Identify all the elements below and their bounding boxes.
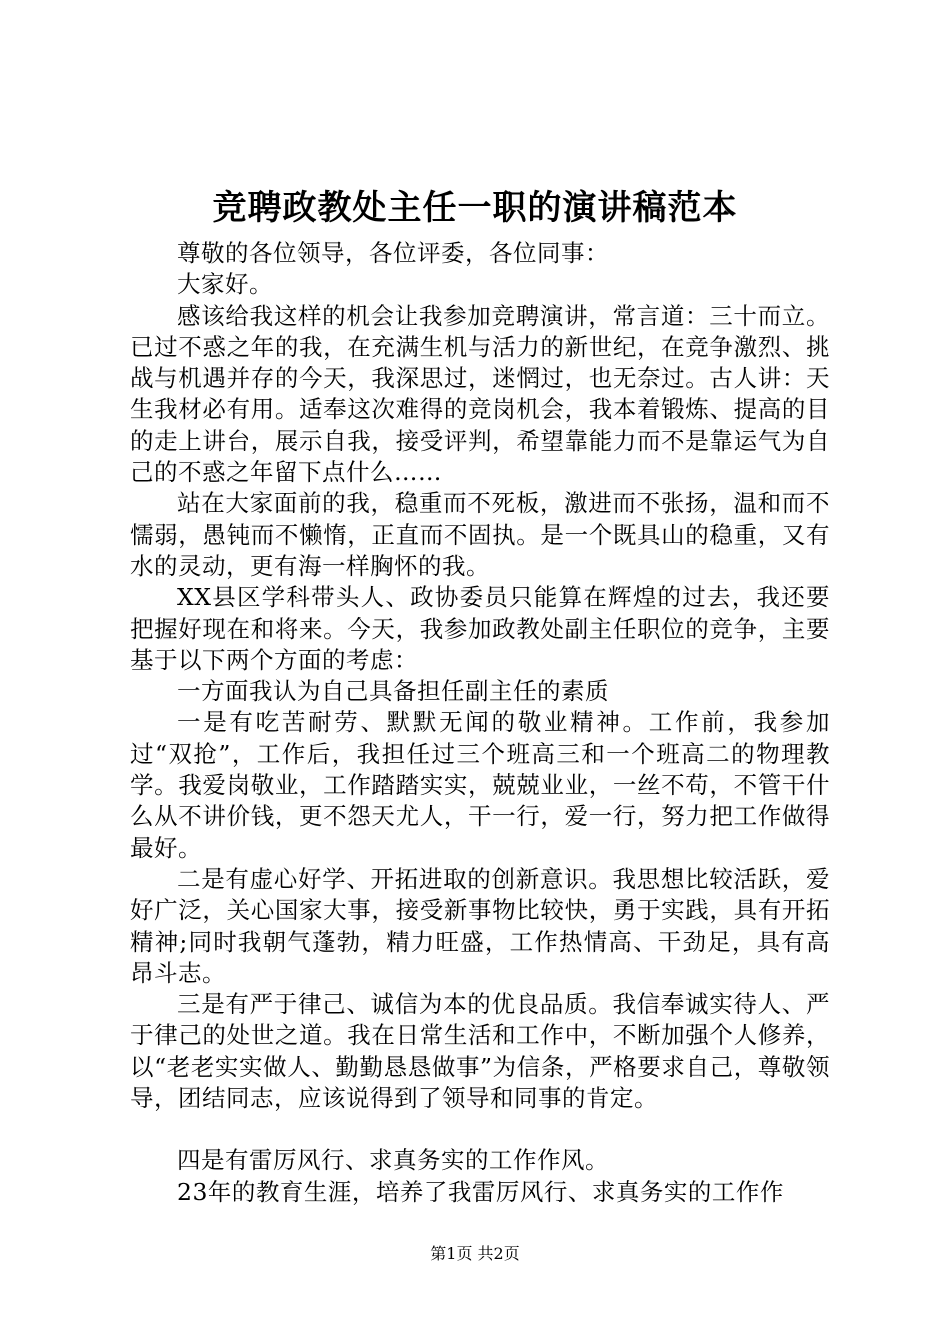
paragraph-greeting: 大家好。 <box>177 270 273 299</box>
paragraph-career: 23年的教育生涯，培养了我雷厉风行、求真务实的工作作 <box>177 1177 784 1206</box>
page-number-footer: 第1页 共2页 <box>430 1244 520 1263</box>
paragraph-point-one: 一是有吃苦耐劳、默默无闻的敬业精神。工作前，我参加过“双抢”，工作后，我担任过三个班高三和一个班高二的物理教学。我爱岗敬业，工作踏踏实实，兢兢业业，一丝不苟，不管干什么从不讲价钱，更不怨天尤人，干一行，爱一行，努力把工作做得最好。 <box>130 708 830 862</box>
document-title: 竞聘政教处主任一职的演讲稿范本 <box>212 188 738 228</box>
paragraph-point-three: 三是有严于律己、诚信为本的优良品质。我信奉诚实待人、严于律己的处世之道。我在日常生活和工作中，不断加强个人修养，以“老老实实做人、勤勤恳恳做事”为信条，严格要求自己，尊敬领导，团结同志，应该说得到了领导和同事的肯定。 <box>130 990 830 1113</box>
paragraph-qualification-heading: 一方面我认为自己具备担任副主任的素质 <box>177 677 609 706</box>
paragraph-motivation: XX县区学科带头人、政协委员只能算在辉煌的过去，我还要把握好现在和将来。今天，我参加政教处副主任职位的竞争，主要基于以下两个方面的考虑： <box>130 583 830 674</box>
paragraph-point-two: 二是有虚心好学、开拓进取的创新意识。我思想比较活跃，爱好广泛，关心国家大事，接受新事物比较快，勇于实践，具有开拓精神;同时我朝气蓬勃，精力旺盛，工作热情高、干劲足，具有高昂斗志。 <box>130 864 830 987</box>
document-body <box>130 238 830 1208</box>
paragraph-salutation: 尊敬的各位领导，各位评委，各位同事： <box>177 239 609 267</box>
paragraph-self-description: 站在大家面前的我，稳重而不死板，激进而不张扬，温和而不懦弱，愚钝而不懒惰，正直而不固执。是一个既具山的稳重，又有水的灵动，更有海一样胸怀的我。 <box>130 489 830 580</box>
paragraph-intro: 感该给我这样的机会让我参加竞聘演讲，常言道：三十而立。已过不惑之年的我，在充满生机与活力的新世纪，在竞争激烈、挑战与机遇并存的今天，我深思过，迷惘过，也无奈过。古人讲：天生我材必有用。适奉这次难得的竞岗机会，我本着锻炼、提高的目的走上讲台，展示自我，接受评判，希望靠能力而不是靠运气为自己的不惑之年留下点什么…… <box>130 301 830 487</box>
paragraph-point-four: 四是有雷厉风行、求真务实的工作作风。 <box>177 1146 609 1175</box>
